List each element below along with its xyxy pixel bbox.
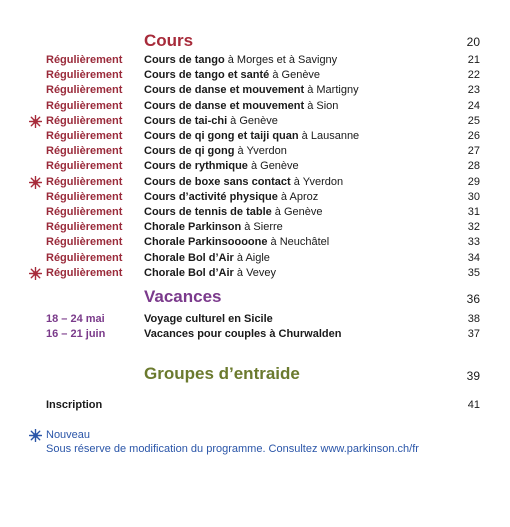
schedule-label: Régulièrement [46,266,123,279]
inscription-label: Inscription [46,399,103,411]
course-name: Cours de qi gong et taiji quan [144,130,299,142]
course-location: à Aigle [233,251,270,264]
page-number: 22 [467,69,480,82]
course-title [144,159,299,174]
section-title-cours: Cours [144,31,194,50]
course-name: Cours de danse et mouvement [144,84,305,97]
course-title [144,83,359,98]
star-icon [29,267,42,280]
course-location: à Aproz [277,190,319,203]
schedule-label: Régulièrement [46,114,123,127]
list-item [0,83,510,98]
schedule-label: Régulièrement [46,69,123,82]
page-number: 24 [467,99,480,112]
course-location: à Genève [271,206,323,218]
course-location: à Yverdon [290,175,344,188]
schedule-label: Régulièrement [46,160,123,173]
list-item [0,129,510,144]
course-title [144,53,337,68]
list-item [0,175,510,190]
page-number: 35 [467,266,480,279]
list-item [0,251,510,266]
course-title [144,220,283,235]
course-name: Chorale Parkinsoooone [144,236,268,249]
course-location: à Sierre [241,221,283,234]
disclaimer-text: Sous réserve de modification du programme. Consultez www.parkinson.ch/fr [46,443,419,455]
course-location: à Martigny [304,84,359,97]
course-name: Cours de tennis de table [144,206,272,218]
course-location: à Sion [304,99,339,112]
list-item [0,159,510,174]
page-number: 30 [467,190,480,203]
course-location: à Genève [269,69,321,82]
schedule-label: Régulièrement [46,54,123,66]
page-number: 31 [467,206,480,218]
new-label: Nouveau [46,429,91,441]
schedule-label: Régulièrement [46,175,123,188]
page-number: 26 [467,130,480,142]
trip-title [144,327,341,342]
section-title-groupes: Groupes d’entraide [144,364,300,383]
course-location: à Lausanne [298,130,360,142]
list-item [0,205,510,220]
course-title [144,175,343,190]
list-item [0,114,510,129]
course-title [144,114,278,129]
page-number: 27 [467,145,480,158]
page-number: 38 [467,313,480,325]
schedule-label: Régulièrement [46,251,123,264]
course-location: à Yverdon [234,145,287,158]
date-range: 16 – 21 juin [46,328,106,341]
course-name: Cours de qi gong [144,145,235,158]
page-number: 32 [467,221,480,234]
course-location: à Morges et à Savigny [224,54,338,66]
schedule-label: Régulièrement [46,190,123,203]
inscription-page: 41 [467,399,480,411]
page-number: 37 [467,328,480,341]
list-item [0,53,510,68]
list-item [0,68,510,83]
page-number: 28 [467,160,480,173]
schedule-label: Régulièrement [46,99,123,112]
list-item [0,266,510,281]
course-title [144,266,276,281]
course-title [144,190,318,205]
course-title [144,144,287,159]
new-star-icon [29,267,42,285]
course-location: à Vevey [233,266,277,279]
section-page-groupes: 39 [466,369,480,383]
page-number: 21 [467,54,480,66]
course-name: Cours de boxe sans contact [144,175,291,188]
page-number: 33 [467,236,480,249]
section-title-vacances: Vacances [144,287,222,306]
star-icon [29,429,42,442]
list-item [0,190,510,205]
schedule-label: Régulièrement [46,221,123,234]
course-location: à Genève [227,114,278,127]
trip-title [144,312,273,327]
course-location: à Neuchâtel [267,236,330,249]
course-title [144,205,323,220]
star-icon [29,115,42,128]
course-name: Cours de rythmique [144,160,248,173]
trip-name: Vacances pour couples à Churwalden [144,328,342,341]
date-range: 18 – 24 mai [46,313,105,325]
course-name: Cours de tango [144,54,225,66]
schedule-label: Régulièrement [46,130,123,142]
schedule-label: Régulièrement [46,84,123,97]
course-name: Chorale Bol d’Air [144,251,234,264]
star-icon [29,176,42,189]
section-page-vacances: 36 [466,292,480,306]
course-title [144,68,320,83]
list-item [0,220,510,235]
list-item [0,327,510,342]
page-number: 34 [467,251,480,264]
course-title [144,99,338,114]
course-name: Cours de danse et mouvement [144,99,305,112]
course-name: Chorale Bol d’Air [144,266,234,279]
page-number: 25 [467,114,480,127]
trip-name: Voyage culturel en Sicile [144,313,273,325]
course-title [144,235,329,250]
page-number: 23 [467,84,480,97]
schedule-label: Régulièrement [46,236,123,249]
course-title [144,129,359,144]
section-page-cours: 20 [466,35,480,49]
course-name: Cours de tai-chi [144,114,228,127]
course-name: Cours de tango et santé [144,69,270,82]
list-item [0,235,510,250]
course-location: à Genève [247,160,299,173]
schedule-label: Régulièrement [46,206,123,218]
course-title [144,251,270,266]
course-name: Chorale Parkinson [144,221,242,234]
page-number: 29 [467,175,480,188]
list-item [0,99,510,114]
course-name: Cours d’activité physique [144,190,278,203]
list-item [0,312,510,327]
schedule-label: Régulièrement [46,145,123,158]
list-item [0,144,510,159]
